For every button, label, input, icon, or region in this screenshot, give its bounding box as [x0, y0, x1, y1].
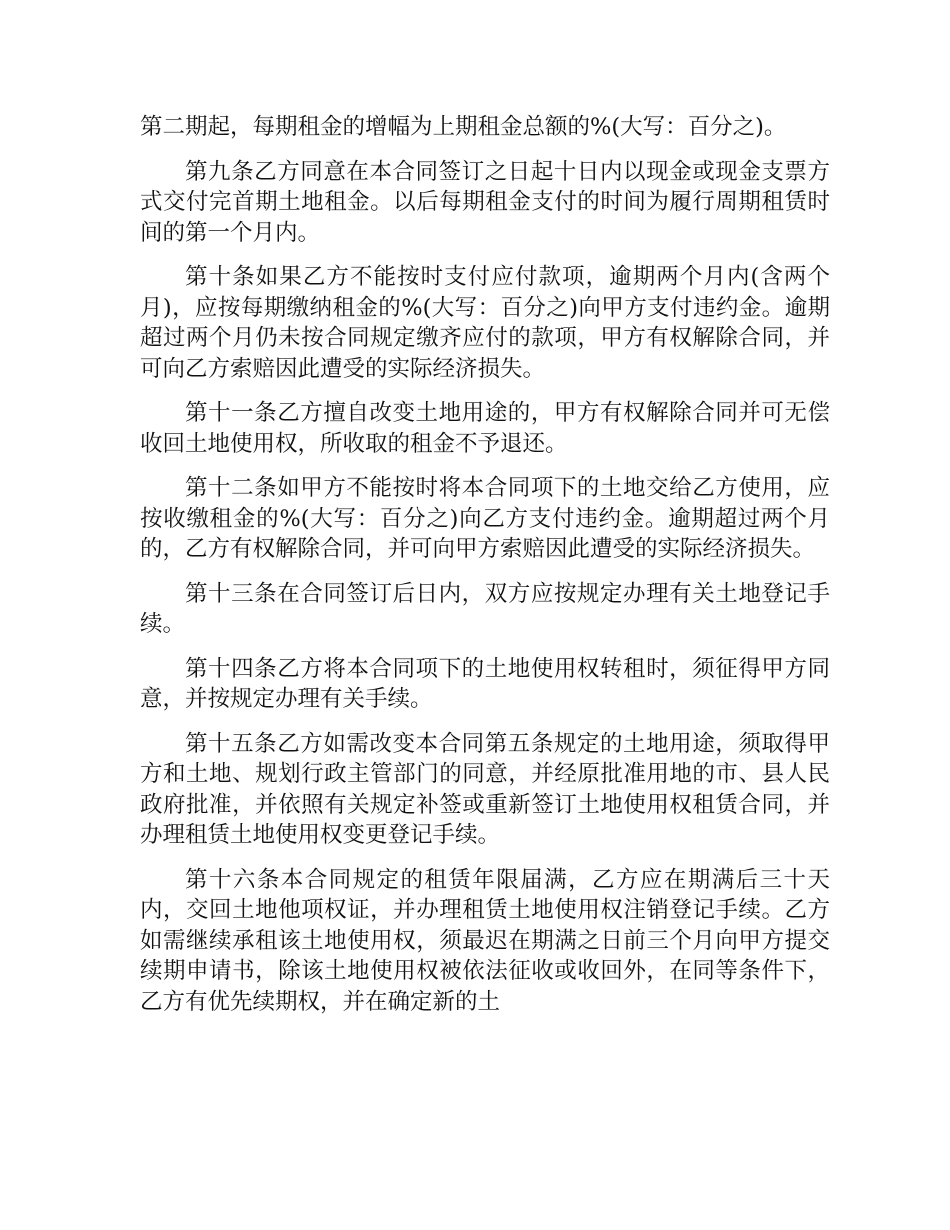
- paragraph-article-16: 第十六条本合同规定的租赁年限届满，乙方应在期满后三十天内，交回土地他项权证，并办理租赁土地使用权注销登记手续。乙方如需继续承租该土地使用权，须最迟在期满之日前三个月向甲方提交续期申请书，除该土地使用权被依法征收或收回外，在同等条件下，乙方有优先续期权，并在确定新的土: [140, 866, 830, 1015]
- paragraph-article-14: 第十四条乙方将本合同项下的土地使用权转租时，须征得甲方同意，并按规定办理有关手续。: [140, 655, 830, 712]
- paragraph-article-12: 第十二条如甲方不能按时将本合同项下的土地交给乙方使用，应按收缴租金的%(大写：百分之)向乙方支付违约金。逾期超过两个月的，乙方有权解除合同，并可向甲方索赔因此遭受的实际经济损失。: [140, 475, 830, 562]
- paragraph-article-10: 第十条如果乙方不能按时支付应付款项，逾期两个月内(含两个月)，应按每期缴纳租金的%(大写：百分之)向甲方支付违约金。逾期超过两个月仍未按合同规定缴齐应付的款项，甲方有权解除合同，并可向乙方索赔因此遭受的实际经济损失。: [140, 264, 830, 382]
- paragraph-article-13: 第十三条在合同签订后日内，双方应按规定办理有关土地登记手续。: [140, 580, 830, 637]
- document-body: [140, 112, 830, 1031]
- paragraph-article-15: 第十五条乙方如需改变本合同第五条规定的土地用途，须取得甲方和土地、规划行政主管部门的同意，并经原批准用地的市、县人民政府批准，并依照有关规定补签或重新签订土地使用权租赁合同，并办理租赁土地使用权变更登记手续。: [140, 730, 830, 848]
- paragraph-article-9: 第九条乙方同意在本合同签订之日起十日内以现金或现金支票方式交付完首期土地租金。以后每期租金支付的时间为履行周期租赁时间的第一个月内。: [140, 158, 830, 246]
- paragraph-continuation: 第二期起，每期租金的增幅为上期租金总额的%(大写：百分之)。: [140, 114, 787, 140]
- paragraph-article-11: 第十一条乙方擅自改变土地用途的，甲方有权解除合同并可无偿收回土地使用权，所收取的租金不予退还。: [140, 400, 830, 457]
